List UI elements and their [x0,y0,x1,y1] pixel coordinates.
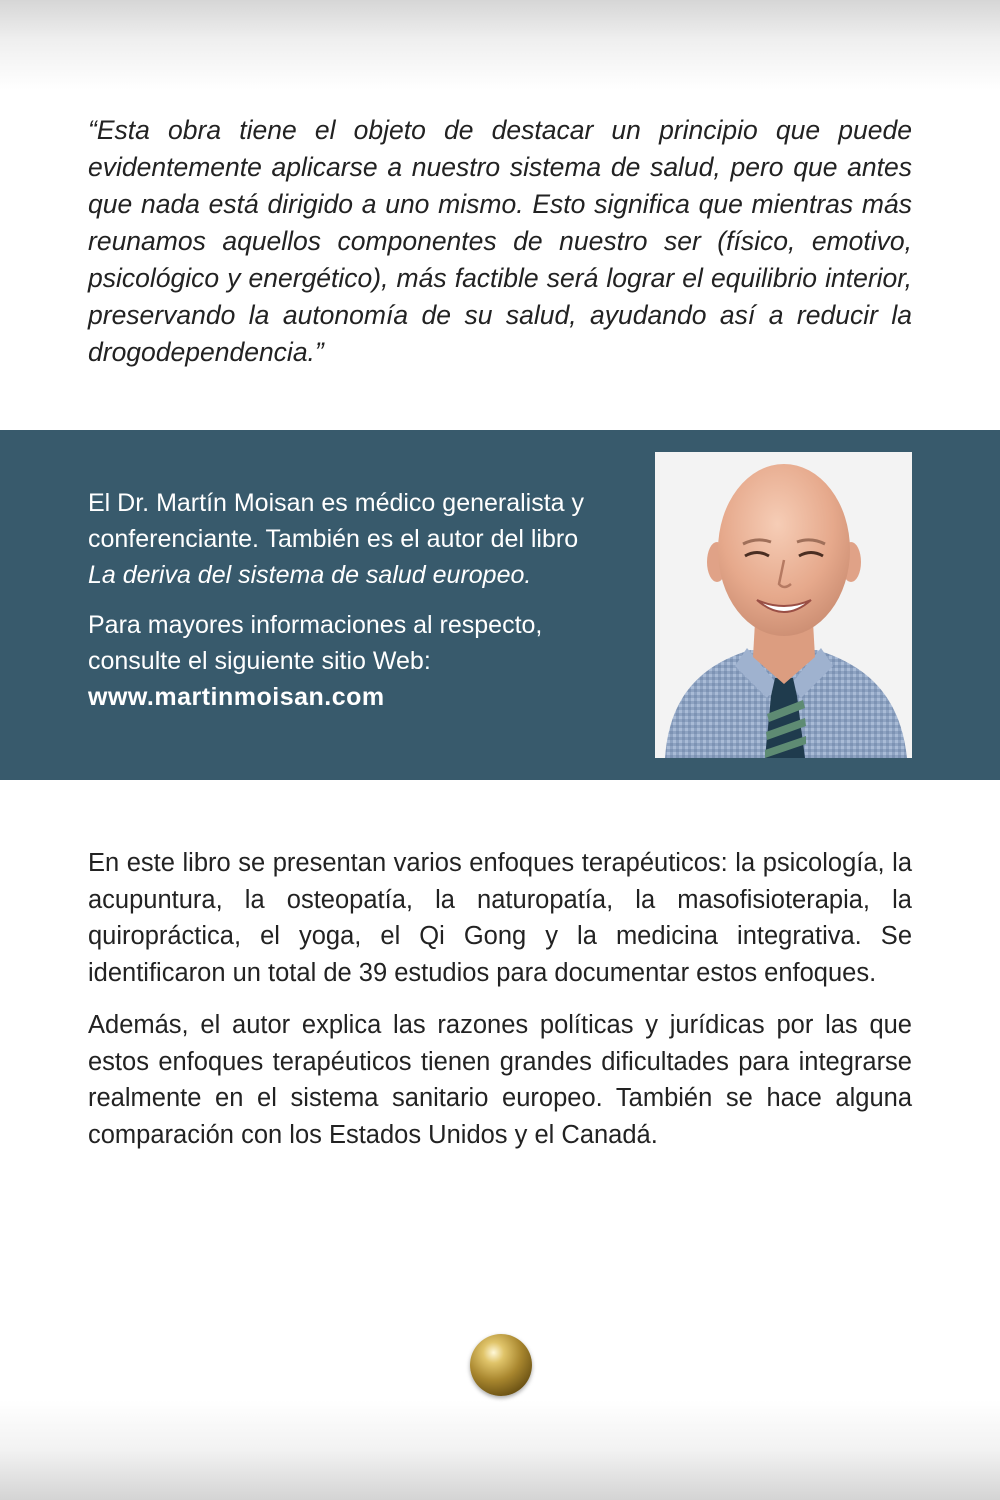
description-paragraph-1: En este libro se presentan varios enfoques terapéuticos: la psicología, la acupuntura, la osteopatía, la naturopatía, la masofisioterapia, la quiropráctica, el yoga, el Qi Gong y la medicina integrativa. Se identificaron un total de 39 estudios para documentar estos enfoques. [88,849,912,987]
author-info-line: Para mayores informaciones al respecto, consulte el siguiente sitio Web: [88,611,543,675]
author-photo [655,452,912,758]
quote-text: “Esta obra tiene el objeto de destacar un principio que puede evidentemente aplicarse a nuestro sistema de salud, pero que antes que nada está dirigido a uno mismo. Esto significa que mientras más reunamos aquellos componentes de nuestro ser (físico, emotivo, psicológico y energético), más factible será lograr el equilibrio interior, preservando la autonomía de su salud, ayudando así a reducir la drogodependencia.” [88,115,912,367]
author-bio-line: El Dr. Martín Moisan es médico generalista y conferenciante. También es el autor del libro [88,489,585,553]
description-paragraph-2: Además, el autor explica las razones políticas y jurídicas por las que estos enfoques terapéuticos tienen grandes dificultades para integrarse realmente en el sistema sanitario europeo. También se hace alguna comparación con los Estados Unidos y el Canadá. [88,1011,912,1149]
book-title: La deriva del sistema de salud europeo. [88,561,532,589]
gold-pearl-icon [470,1334,532,1396]
author-bio [88,485,628,729]
book-description [88,845,912,1169]
author-bio-paragraph [88,485,628,593]
author-portrait-image [655,452,912,758]
website-link[interactable]: www.martinmoisan.com [88,683,385,711]
author-info-paragraph [88,607,628,715]
